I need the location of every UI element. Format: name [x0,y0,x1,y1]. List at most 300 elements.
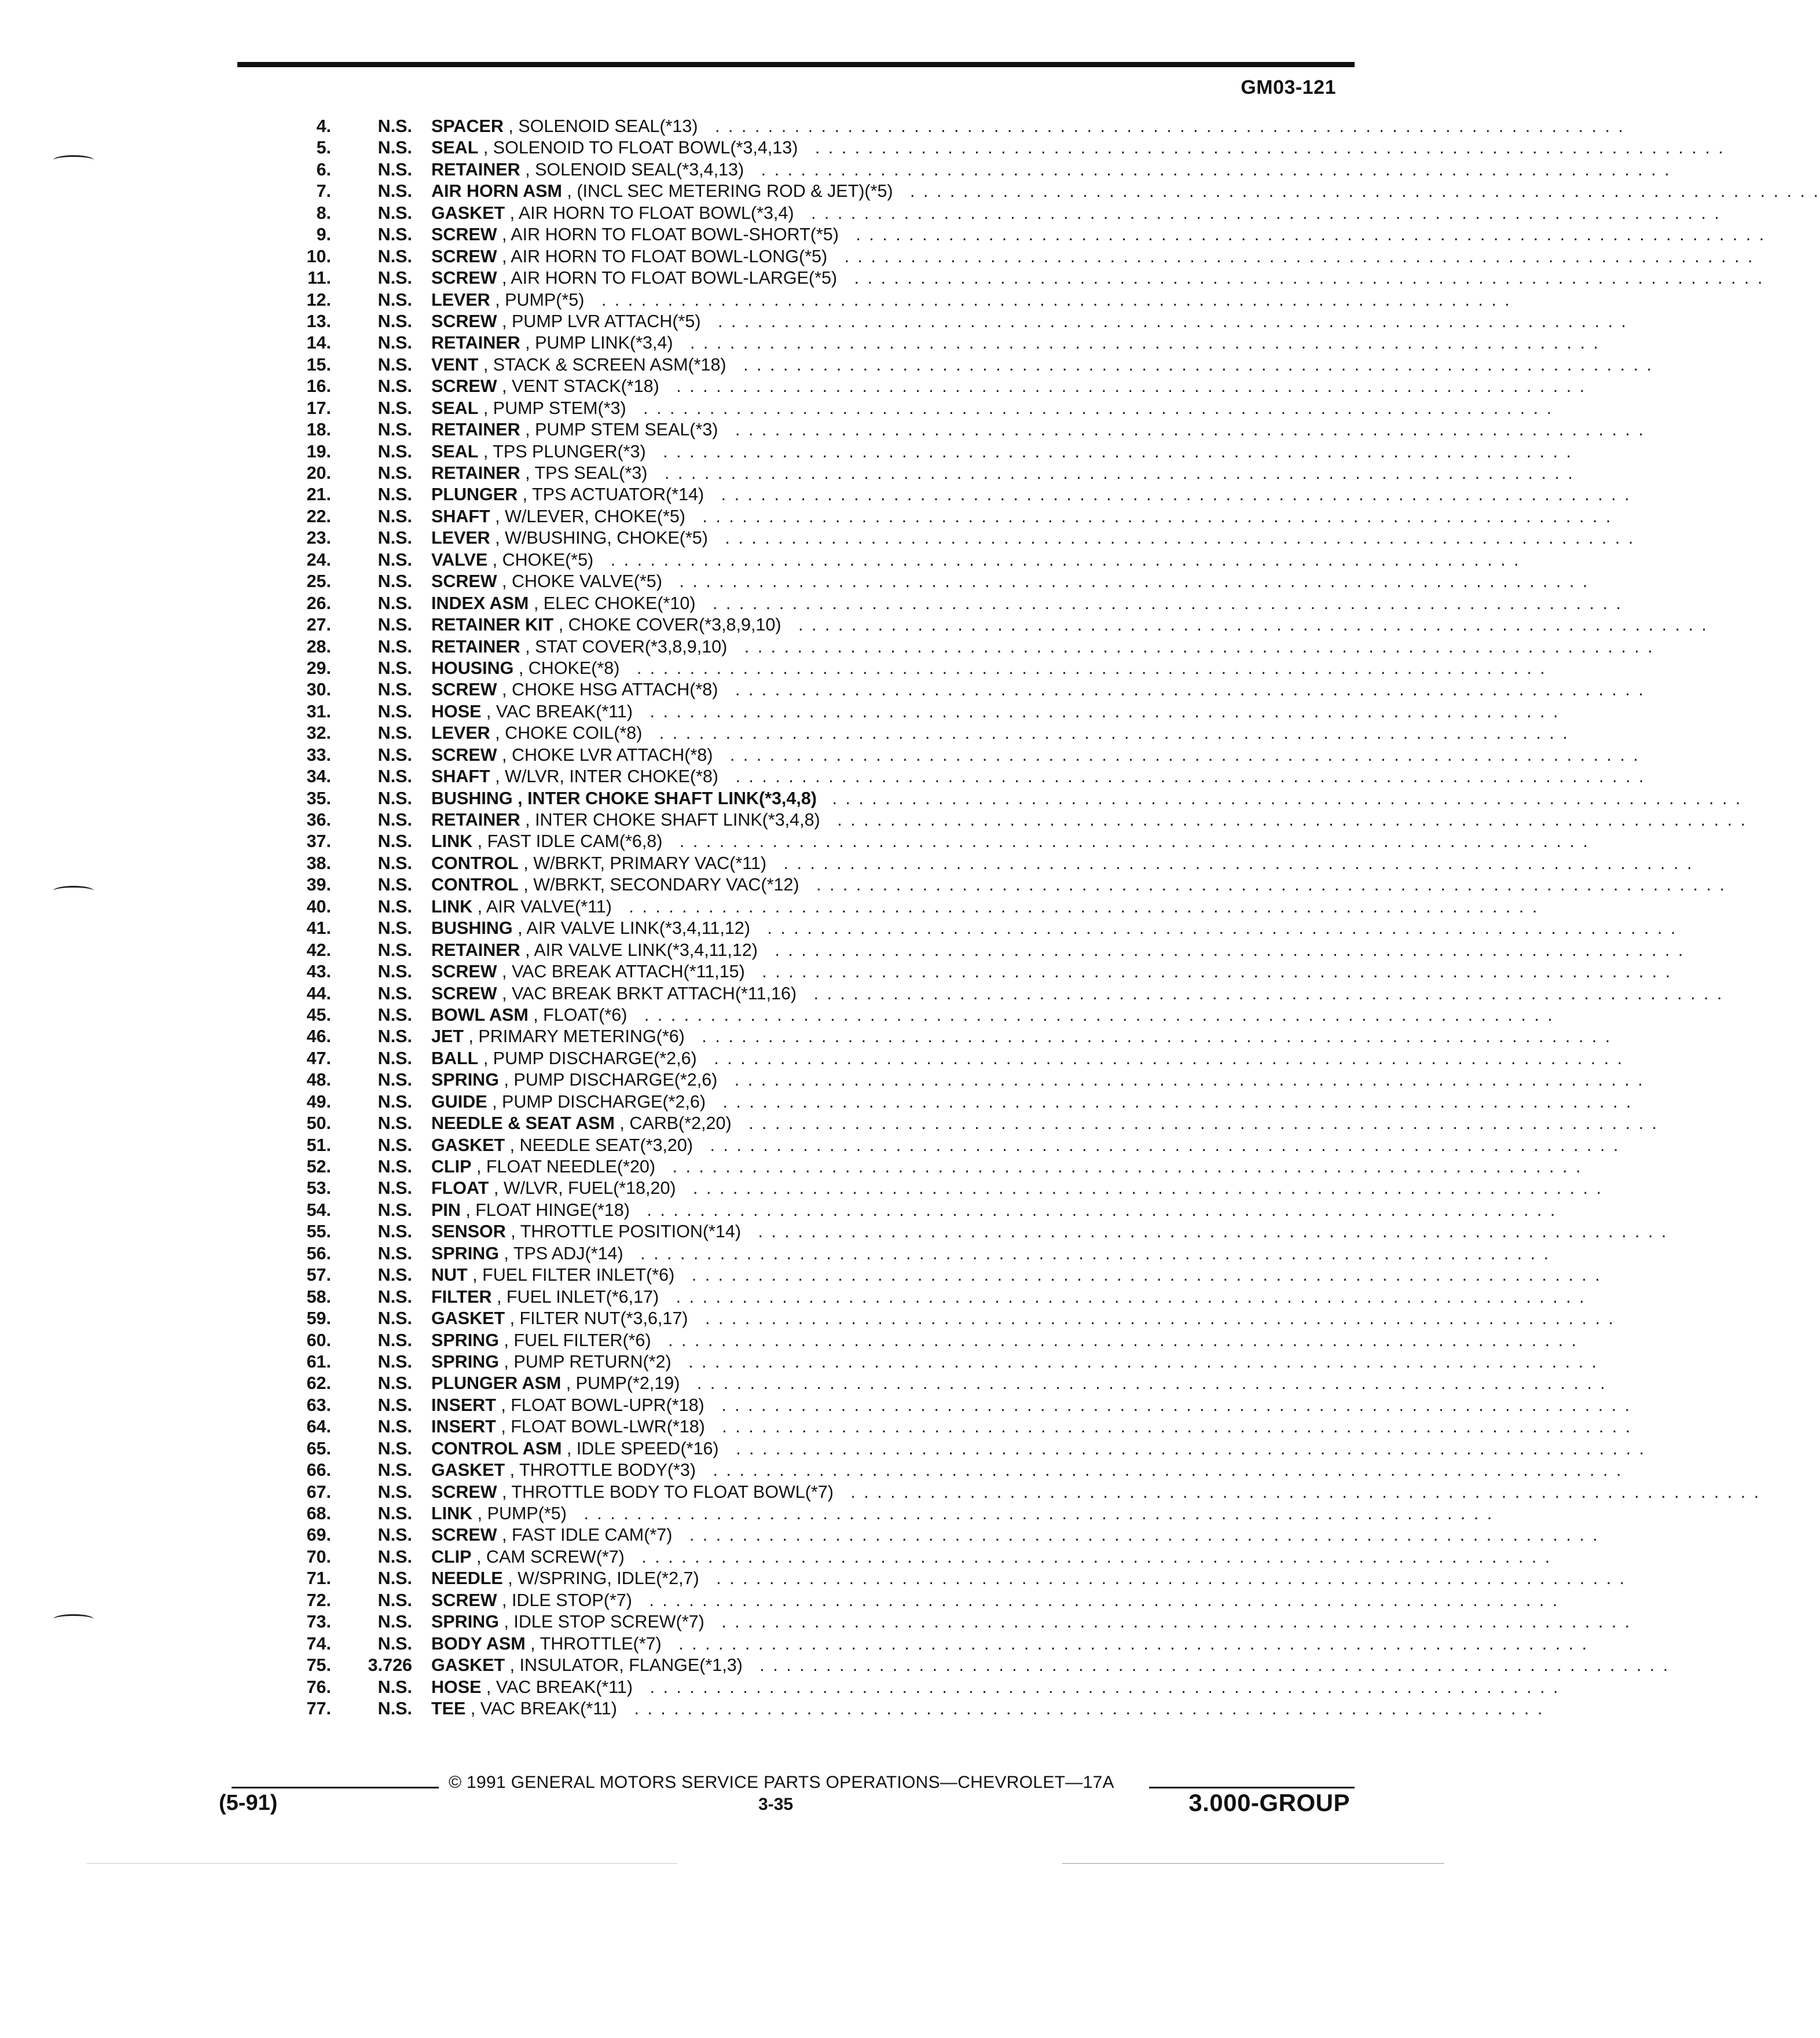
part-description [431,203,1721,224]
part-number: N.S. [377,723,412,743]
leader-dots: . . . . . . . . . . . . . . . . . . . . . . . . . . . . . . . . . . . . . . . . . . . . . . . . . . . . . . . . . . . . . . . . . . . . . [652,723,1569,743]
part-row [0,246,1755,267]
ref-number: 63. [306,1395,331,1415]
part-number: N.S. [377,354,412,375]
part-row [0,1178,1603,1199]
leader-dots: . . . . . . . . . . . . . . . . . . . . . . . . . . . . . . . . . . . . . . . . . . . . . . . . . . . . . . . . . . . . . . . . . . . . . [832,788,1742,808]
part-name: CONTROL ASM [431,1438,562,1458]
part-row [0,441,1573,463]
footer-rule-left [232,1787,439,1788]
part-number: N.S. [377,1395,412,1415]
part-description [431,267,1764,289]
part-number: N.S. [377,1048,412,1068]
part-description [431,766,1646,787]
ref-number: 13. [306,311,331,331]
leader-dots: . . . . . . . . . . . . . . . . . . . . . . . . . . . . . . . . . . . . . . . . . . . . . . . . . . . . . . . . . . . . . . . . . . . . . [658,463,1575,483]
part-description [431,809,1748,831]
part-row [0,701,1560,723]
part-number: N.S. [377,1200,412,1220]
part-number: N.S. [377,1005,412,1025]
part-row [0,723,1569,744]
ref-number: 50. [306,1113,331,1134]
part-description [431,137,1725,159]
part-name: PLUNGER [431,485,518,505]
part-row [0,1611,1632,1633]
part-name: HOUSING [431,658,514,678]
part-description [431,1286,1586,1308]
part-description [431,549,1521,571]
part-description [431,1308,1615,1329]
part-name: BUSHING , INTER CHOKE SHAFT LINK(*3,4,8) [431,788,817,808]
part-name: SCREW [431,246,497,266]
part-description [431,679,1645,701]
part-description [431,853,1694,874]
part-name: LEVER [431,289,490,310]
parts-list [0,116,1820,1720]
part-row [0,679,1645,701]
leader-dots: . . . . . . . . . . . . . . . . . . . . . . . . . . . . . . . . . . . . . . . . . . . . . . . . . . . . . . . . . . . . . . . . . . . . . [643,1677,1560,1697]
part-row [0,918,1678,939]
part-number: N.S. [377,1504,412,1523]
part-detail: , PUMP RETURN(*2) [504,1351,672,1372]
ref-number: 22. [306,506,331,526]
ref-number: 18. [306,420,331,440]
part-number: N.S. [377,745,412,765]
part-description [431,1048,1624,1069]
part-number: N.S. [377,593,412,613]
part-detail: , PUMP(*2,19) [566,1373,680,1394]
part-row [0,463,1575,484]
part-detail: , PUMP DISCHARGE(*2,6) [483,1048,697,1068]
part-row [0,853,1694,874]
part-description [431,224,1766,245]
part-number: N.S. [377,1698,412,1718]
part-number: N.S. [377,549,412,570]
part-detail: , ELEC CHOKE(*10) [533,593,696,613]
part-detail: , FUEL INLET(*6,17) [496,1286,659,1307]
leader-dots: . . . . . . . . . . . . . . . . . . . . . . . . . . . . . . . . . . . . . . . . . . . . . . . . . . . . . . . . . . . . . . . . . . . . . [809,875,1726,895]
ref-number: 31. [306,701,331,721]
part-detail: , VAC BREAK ATTACH(*11,15) [502,962,745,982]
part-number: N.S. [377,1633,412,1654]
leader-dots: . . . . . . . . . . . . . . . . . . . . . . . . . . . . . . . . . . . . . . . . . . . . . . . . . . . . . . . . . . . . . . . . . . . . . [760,918,1678,939]
part-number: N.S. [377,1568,412,1589]
part-name: SPACER [431,116,504,136]
part-row [0,983,1724,1005]
part-row [0,896,1539,918]
scan-artifact-line [1062,1863,1444,1864]
part-name: SPRING [431,1070,499,1090]
leader-dots: . . . . . . . . . . . . . . . . . . . . . . . . . . . . . . . . . . . . . . . . . . . . . . . . . . . . . . . . . . . . . . . . . . . . . [718,528,1635,548]
part-description [431,918,1678,939]
part-name: SCREW [431,962,497,982]
part-description [431,1091,1633,1113]
part-detail: , TPS SEAL(*3) [525,463,648,483]
part-number: N.S. [377,1590,412,1610]
part-number: N.S. [377,441,412,461]
part-name: RETAINER [431,940,520,960]
part-description [431,723,1569,744]
part-description [431,571,1590,592]
part-description [431,1178,1603,1199]
ref-number: 61. [306,1351,331,1372]
part-detail: , AIR VALVE(*11) [477,896,612,917]
part-detail: , TPS ACTUATOR(*14) [522,485,704,505]
part-row [0,809,1748,831]
ref-number: 58. [306,1286,331,1307]
binder-hole-mark [53,1614,94,1624]
part-name: JET [431,1027,464,1047]
part-detail: , W/BRKT, SECONDARY VAC(*12) [523,875,799,895]
part-name: SCREW [431,311,497,331]
leader-dots: . . . . . . . . . . . . . . . . . . . . . . . . . . . . . . . . . . . . . . . . . . . . . . . . . . . . . . . . . . . . . . . . . . . . . [682,1525,1599,1545]
part-number: 3.726 [368,1655,412,1676]
part-number: N.S. [377,246,412,266]
leader-dots: . . . . . . . . . . . . . . . . . . . . . . . . . . . . . . . . . . . . . . . . . . . . . . . . . . . . . . . . . . . . . . . . . . . . . [714,1395,1632,1415]
part-row [0,940,1685,961]
leader-dots: . . . . . . . . . . . . . . . . . . . . . . . . . . . . . . . . . . . . . . . . . . . . . . . . . . . . . . . . . . . . . . . . . . . . . [695,1027,1612,1047]
ref-number: 68. [306,1504,331,1523]
leader-dots: . . . . . . . . . . . . . . . . . . . . . . . . . . . . . . . . . . . . . . . . . . . . . . . . . . . . . . . . . . . . . . . . . . . . . [673,831,1590,852]
part-detail: , W/LVR, INTER CHOKE(*8) [495,767,718,787]
part-description [431,1438,1646,1460]
part-name: CLIP [431,1157,472,1176]
ref-number: 9. [316,225,331,245]
ref-number: 70. [306,1546,331,1567]
part-description [431,354,1653,376]
part-description [431,1546,1552,1568]
part-row [0,376,1587,397]
leader-dots: . . . . . . . . . . . . . . . . . . . . . . . . . . . . . . . . . . . . . . . . . . . . . . . . . . . . . . . . . . . . . . . . . . . . . [703,1135,1620,1155]
part-name: SCREW [431,745,497,765]
part-description [431,1330,1579,1351]
part-number: N.S. [377,203,412,223]
part-row [0,1698,1544,1720]
part-row [0,332,1600,354]
ref-number: 39. [306,875,331,895]
part-number: N.S. [377,983,412,1003]
part-row [0,1482,1761,1503]
part-number: N.S. [377,376,412,397]
ref-number: 35. [306,788,331,808]
ref-number: 52. [306,1157,331,1176]
part-row [0,1460,1623,1481]
ref-number: 55. [306,1222,331,1242]
ref-number: 38. [306,853,331,873]
part-number: N.S. [377,788,412,808]
part-detail: , AIR VALVE LINK(*3,4,11,12) [518,918,750,939]
leader-dots: . . . . . . . . . . . . . . . . . . . . . . . . . . . . . . . . . . . . . . . . . . . . . . . . . . . . . . . . . . . . . . . . . . . . . [636,398,1554,418]
part-name: RETAINER [431,333,520,353]
part-name: LEVER [431,723,490,743]
part-name: NUT [431,1265,468,1285]
leader-dots: . . . . . . . . . . . . . . . . . . . . . . . . . . . . . . . . . . . . . . . . . . . . . . . . . . . . . . . . . . . . . . . . . . . . . [754,159,1671,179]
part-description [431,181,1820,202]
part-row [0,1546,1552,1568]
leader-dots: . . . . . . . . . . . . . . . . . . . . . . . . . . . . . . . . . . . . . . . . . . . . . . . . . . . . . . . . . . . . . . . . . . . . . [698,1308,1615,1329]
part-name: SPRING [431,1612,499,1632]
part-name: VENT [431,354,479,375]
part-row [0,874,1726,896]
part-number: N.S. [377,463,412,483]
part-row [0,506,1613,527]
part-row [0,159,1671,181]
part-description [431,1698,1544,1720]
part-detail: , THROTTLE BODY(*3) [509,1460,696,1480]
part-row [0,788,1742,809]
part-name: CLIP [431,1546,472,1567]
part-number: N.S. [377,116,412,136]
leader-dots: . . . . . . . . . . . . . . . . . . . . . . . . . . . . . . . . . . . . . . . . . . . . . . . . . . . . . . . . . . . . . . . . . . . . . [843,1482,1761,1502]
leader-dots: . . . . . . . . . . . . . . . . . . . . . . . . . . . . . . . . . . . . . . . . . . . . . . . . . . . . . . . . . . . . . . . . . . . . . [595,289,1511,310]
part-detail: , FUEL FILTER(*6) [504,1330,651,1350]
part-number: N.S. [377,940,412,960]
part-description [431,506,1613,527]
part-name: HOSE [431,701,482,721]
part-description [431,983,1724,1005]
part-description [431,1590,1560,1611]
leader-dots: . . . . . . . . . . . . . . . . . . . . . . . . . . . . . . . . . . . . . . . . . . . . . . . . . . . . . . . . . . . . . . . . . . . . . [633,1243,1551,1263]
part-row [0,398,1554,419]
leader-dots: . . . . . . . . . . . . . . . . . . . . . . . . . . . . . . . . . . . . . . . . . . . . . . . . . . . . . . . . . . . . . . . . . . . . . [714,1612,1632,1632]
part-number: N.S. [377,853,412,873]
ref-number: 6. [316,159,331,179]
leader-dots: . . . . . . . . . . . . . . . . . . . . . . . . . . . . . . . . . . . . . . . . . . . . . . . . . . . . . . . . . . . . . . . . . . . . . [708,116,1625,136]
part-name: NEEDLE [431,1568,503,1589]
ref-number: 46. [306,1027,331,1047]
part-description [431,658,1547,679]
part-detail: , STAT COVER(*3,8,9,10) [525,636,728,657]
part-number: N.S. [377,1460,412,1480]
part-description [431,289,1511,311]
ref-number: 64. [306,1417,331,1437]
part-detail: , W/BRKT, PRIMARY VAC(*11) [523,853,767,873]
part-name: AIR HORN ASM [431,181,562,201]
part-row [0,1438,1646,1460]
part-number: N.S. [377,1070,412,1090]
part-name: INSERT [431,1417,496,1437]
ref-number: 4. [316,116,331,136]
part-number: N.S. [377,1027,412,1047]
leader-dots: . . . . . . . . . . . . . . . . . . . . . . . . . . . . . . . . . . . . . . . . . . . . . . . . . . . . . . . . . . . . . . . . . . . . . [695,506,1613,526]
part-number: N.S. [377,875,412,895]
part-description [431,1655,1670,1676]
part-description [431,1005,1554,1026]
part-description [431,874,1726,896]
leader-dots: . . . . . . . . . . . . . . . . . . . . . . . . . . . . . . . . . . . . . . . . . . . . . . . . . . . . . . . . . . . . . . . . . . . . . [642,1590,1560,1610]
part-row [0,549,1521,571]
ref-number: 56. [306,1243,331,1263]
part-description [431,116,1625,137]
part-number: N.S. [377,1351,412,1372]
part-description [431,896,1539,918]
part-detail: , FAST IDLE CAM(*6,8) [477,831,663,852]
ref-number: 72. [306,1590,331,1610]
part-row [0,1633,1589,1655]
part-detail: , FLOAT(*6) [533,1005,628,1025]
part-number: N.S. [377,159,412,179]
part-number: N.S. [377,420,412,440]
part-row [0,1351,1599,1373]
part-name: SEAL [431,398,479,418]
part-description [431,1069,1645,1091]
ref-number: 44. [306,983,331,1003]
ref-number: 60. [306,1330,331,1350]
part-name: SCREW [431,225,497,245]
part-row [0,484,1631,505]
part-detail: , FLOAT BOWL-UPR(*18) [501,1395,704,1415]
part-detail: , PUMP DISCHARGE(*2,6) [492,1091,706,1112]
leader-dots: . . . . . . . . . . . . . . . . . . . . . . . . . . . . . . . . . . . . . . . . . . . . . . . . . . . . . . . . . . . . . . . . . . . . . [640,1200,1557,1220]
part-detail: , PUMP STEM(*3) [483,398,626,418]
part-row [0,354,1653,376]
part-detail: , AIR HORN TO FLOAT BOWL-LARGE(*5) [502,268,838,288]
part-detail: , W/SPRING, IDLE(*2,7) [508,1568,699,1589]
part-name: RETAINER [431,159,520,179]
ref-number: 71. [306,1568,331,1589]
part-number: N.S. [377,680,412,700]
part-description [431,745,1640,766]
part-row [0,1221,1668,1242]
part-detail: , VAC BREAK(*11) [470,1698,617,1718]
part-name: BODY ASM [431,1633,526,1654]
part-detail: , IDLE SPEED(*16) [566,1438,719,1458]
part-name: GUIDE [431,1091,487,1112]
part-row [0,137,1725,159]
part-description [431,484,1631,505]
part-name: NEEDLE & SEAT ASM [431,1113,615,1134]
part-row [0,658,1547,679]
part-name: SENSOR [431,1222,506,1242]
part-number: N.S. [377,1113,412,1134]
part-name: BALL [431,1048,479,1068]
part-name: LINK [431,1504,473,1523]
part-description [431,636,1654,658]
part-name: RETAINER [431,420,520,440]
part-description [431,593,1623,614]
leader-dots: . . . . . . . . . . . . . . . . . . . . . . . . . . . . . . . . . . . . . . . . . . . . . . . . . . . . . . . . . . . . . . . . . . . . . [686,1178,1603,1198]
ref-number: 77. [306,1698,331,1718]
part-name: PLUNGER ASM [431,1373,562,1394]
ref-number: 21. [306,485,331,505]
leader-dots: . . . . . . . . . . . . . . . . . . . . . . . . . . . . . . . . . . . . . . . . . . . . . . . . . . . . . . . . . . . . . . . . . . . . . [849,225,1766,245]
part-description [431,1611,1632,1633]
part-row [0,831,1590,852]
part-name: SHAFT [431,506,490,526]
part-row [0,1655,1670,1676]
part-row [0,116,1625,137]
part-name: SEAL [431,441,479,461]
part-name: FILTER [431,1286,492,1307]
ref-number: 57. [306,1265,331,1285]
ref-number: 54. [306,1200,331,1220]
part-name: SEAL [431,138,479,158]
part-number: N.S. [377,1612,412,1632]
leader-dots: . . . . . . . . . . . . . . . . . . . . . . . . . . . . . . . . . . . . . . . . . . . . . . . . . . . . . . . . . . . . . . . . . . . . . [622,896,1539,917]
leader-dots: . . . . . . . . . . . . . . . . . . . . . . . . . . . . . . . . . . . . . . . . . . . . . . . . . . . . . . . . . . . . . . . . . . . . . [634,1546,1552,1567]
ref-number: 48. [306,1070,331,1090]
footer-rule-right [1149,1787,1355,1788]
part-name: GASKET [431,1308,505,1329]
part-name: INSERT [431,1395,496,1415]
part-number: N.S. [377,225,412,245]
ref-number: 37. [306,831,331,852]
leader-dots: . . . . . . . . . . . . . . . . . . . . . . . . . . . . . . . . . . . . . . . . . . . . . . . . . . . . . . . . . . . . . . . . . . . . . [807,983,1724,1003]
part-description [431,1264,1602,1286]
ref-number: 10. [306,246,331,266]
part-name: FLOAT [431,1178,489,1198]
leader-dots: . . . . . . . . . . . . . . . . . . . . . . . . . . . . . . . . . . . . . . . . . . . . . . . . . . . . . . . . . . . . . . . . . . . . . [903,181,1820,201]
part-detail: , PUMP(*5) [477,1504,567,1523]
part-name: RETAINER [431,636,520,657]
leader-dots: . . . . . . . . . . . . . . . . . . . . . . . . . . . . . . . . . . . . . . . . . . . . . . . . . . . . . . . . . . . . . . . . . . . . . [723,745,1640,765]
leader-dots: . . . . . . . . . . . . . . . . . . . . . . . . . . . . . . . . . . . . . . . . . . . . . . . . . . . . . . . . . . . . . . . . . . . . . [685,1265,1602,1285]
leader-dots: . . . . . . . . . . . . . . . . . . . . . . . . . . . . . . . . . . . . . . . . . . . . . . . . . . . . . . . . . . . . . . . . . . . . . [627,1698,1544,1718]
leader-dots: . . . . . . . . . . . . . . . . . . . . . . . . . . . . . . . . . . . . . . . . . . . . . . . . . . . . . . . . . . . . . . . . . . . . . [737,636,1654,657]
part-number: N.S. [377,1482,412,1502]
part-description [431,311,1628,332]
ref-number: 27. [306,615,331,635]
part-description [431,1221,1668,1242]
leader-dots: . . . . . . . . . . . . . . . . . . . . . . . . . . . . . . . . . . . . . . . . . . . . . . . . . . . . . . . . . . . . . . . . . . . . . [808,138,1725,158]
part-number: N.S. [377,1417,412,1437]
part-detail: , VAC BREAK BRKT ATTACH(*11,16) [502,983,797,1003]
part-detail: , CHOKE COIL(*8) [495,723,643,743]
part-description [431,940,1685,961]
part-row [0,1091,1633,1113]
part-detail: , FAST IDLE CAM(*7) [502,1525,673,1545]
leader-dots: . . . . . . . . . . . . . . . . . . . . . . . . . . . . . . . . . . . . . . . . . . . . . . . . . . . . . . . . . . . . . . . . . . . . . [715,1417,1632,1437]
revision-date: (5-91) [219,1791,278,1815]
part-detail: , TPS ADJ(*14) [504,1243,623,1263]
leader-dots: . . . . . . . . . . . . . . . . . . . . . . . . . . . . . . . . . . . . . . . . . . . . . . . . . . . . . . . . . . . . . . . . . . . . . [728,1070,1645,1090]
part-detail: , CARB(*2,20) [619,1113,732,1134]
ref-number: 43. [306,962,331,982]
part-row [0,1330,1579,1351]
part-name: RETAINER [431,810,520,830]
leader-dots: . . . . . . . . . . . . . . . . . . . . . . . . . . . . . . . . . . . . . . . . . . . . . . . . . . . . . . . . . . . . . . . . . . . . . [755,962,1672,982]
part-number: N.S. [377,398,412,418]
part-detail: , THROTTLE BODY TO FLOAT BOWL(*7) [502,1482,834,1502]
ref-number: 29. [306,658,331,678]
leader-dots: . . . . . . . . . . . . . . . . . . . . . . . . . . . . . . . . . . . . . . . . . . . . . . . . . . . . . . . . . . . . . . . . . . . . . [791,615,1708,635]
leader-dots: . . . . . . . . . . . . . . . . . . . . . . . . . . . . . . . . . . . . . . . . . . . . . . . . . . . . . . . . . . . . . . . . . . . . . [838,246,1755,266]
part-number: N.S. [377,311,412,331]
leader-dots: . . . . . . . . . . . . . . . . . . . . . . . . . . . . . . . . . . . . . . . . . . . . . . . . . . . . . . . . . . . . . . . . . . . . . [669,1286,1586,1307]
ref-number: 42. [306,940,331,960]
leader-dots: . . . . . . . . . . . . . . . . . . . . . . . . . . . . . . . . . . . . . . . . . . . . . . . . . . . . . . . . . . . . . . . . . . . . . [804,203,1721,223]
leader-dots: . . . . . . . . . . . . . . . . . . . . . . . . . . . . . . . . . . . . . . . . . . . . . . . . . . . . . . . . . . . . . . . . . . . . . [630,658,1547,678]
part-row [0,1395,1632,1416]
part-row [0,1200,1557,1221]
ref-number: 14. [306,333,331,353]
ref-number: 33. [306,745,331,765]
part-row [0,1113,1659,1134]
part-name: BUSHING [431,918,513,939]
ref-number: 12. [306,289,331,310]
part-number: N.S. [377,701,412,721]
leader-dots: . . . . . . . . . . . . . . . . . . . . . . . . . . . . . . . . . . . . . . . . . . . . . . . . . . . . . . . . . . . . . . . . . . . . . [706,593,1623,613]
part-number: N.S. [377,1243,412,1263]
part-detail: , PUMP DISCHARGE(*2,6) [504,1070,718,1090]
copyright-notice: © 1991 GENERAL MOTORS SERVICE PARTS OPERATIONS—CHEVROLET—17A [449,1773,1114,1792]
ref-number: 17. [306,398,331,418]
part-row [0,1677,1560,1698]
part-number: N.S. [377,333,412,353]
leader-dots: . . . . . . . . . . . . . . . . . . . . . . . . . . . . . . . . . . . . . . . . . . . . . . . . . . . . . . . . . . . . . . . . . . . . . [768,940,1685,960]
part-row [0,1264,1602,1286]
part-name: SCREW [431,983,497,1003]
